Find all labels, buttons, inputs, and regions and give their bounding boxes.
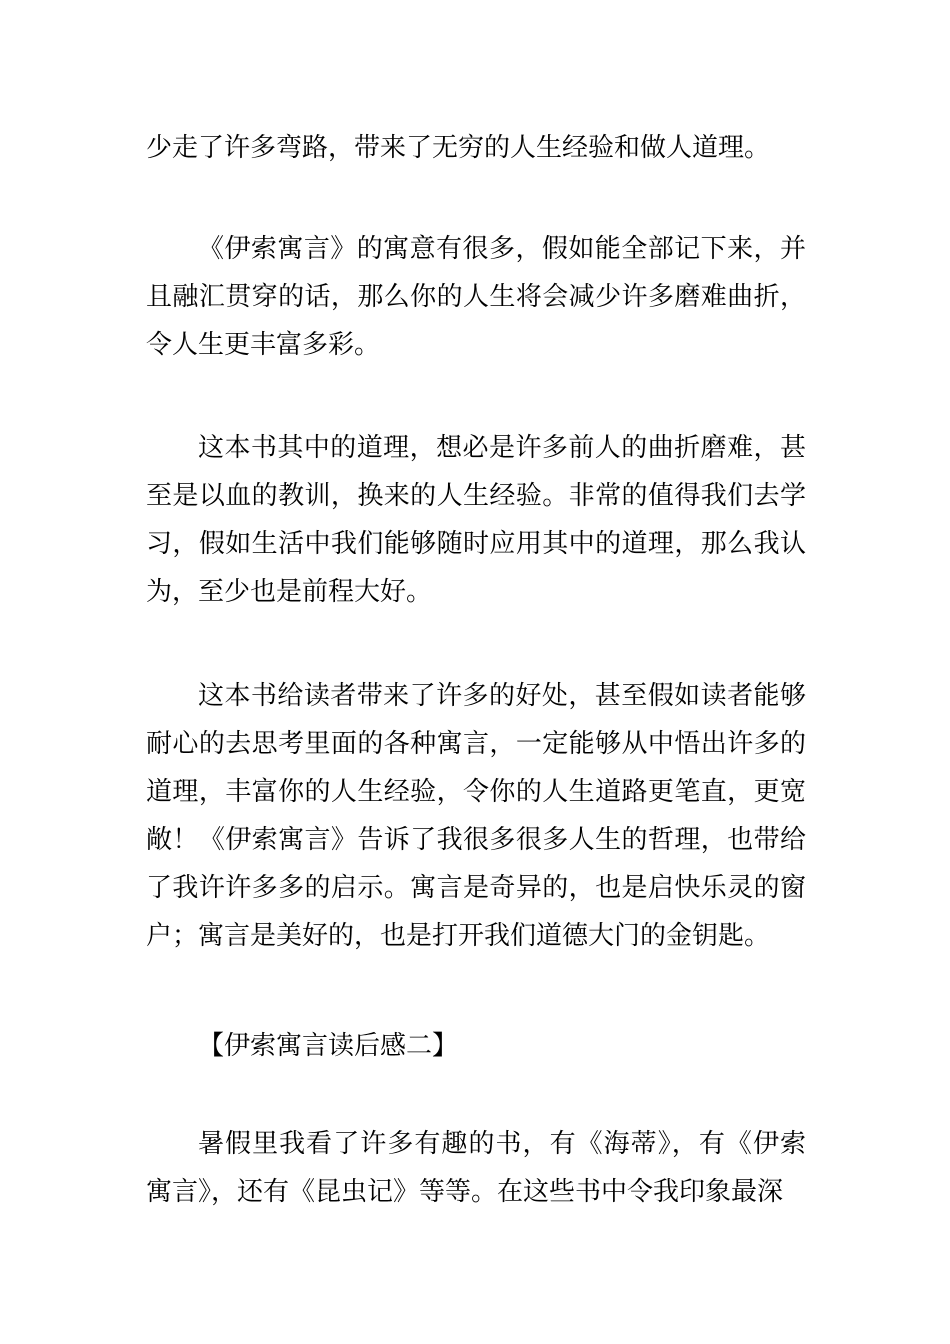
paragraph-continuation: 少走了许多弯路，带来了无穷的人生经验和做人道理。 <box>146 133 771 163</box>
paragraph-book-lessons: 这本书其中的道理，想必是许多前人的曲折磨难，甚至是以血的教训，换来的人生经验。非常的值得我们去学习，假如生活中我们能够随时应用其中的道理，那么我认为，至少也是前程大好。 <box>146 433 806 607</box>
paragraph-summer-reading: 暑假里我看了许多有趣的书，有《海蒂》，有《伊索寓言》，还有《昆虫记》等等。在这些书中令我印象最深 <box>146 1129 806 1207</box>
paragraph-fable-meaning: 《伊索寓言》的寓意有很多，假如能全部记下来，并且融汇贯穿的话，那么你的人生将会减少许多磨难曲折，令人生更丰富多彩。 <box>146 234 806 360</box>
section-heading: 【伊索寓言读后感二】 <box>198 1031 459 1061</box>
paragraph-book-benefits: 这本书给读者带来了许多的好处，甚至假如读者能够耐心的去思考里面的各种寓言，一定能够从中悟出许多的道理，丰富你的人生经验，令你的人生道路更笔直，更宽敞！《伊索寓言》告诉了我很多很多人生的哲理，也带给了我许许多多的启示。寓言是奇异的，也是启快乐灵的窗户；寓言是美好的，也是打开我们道德大门的金钥匙。 <box>146 681 806 951</box>
